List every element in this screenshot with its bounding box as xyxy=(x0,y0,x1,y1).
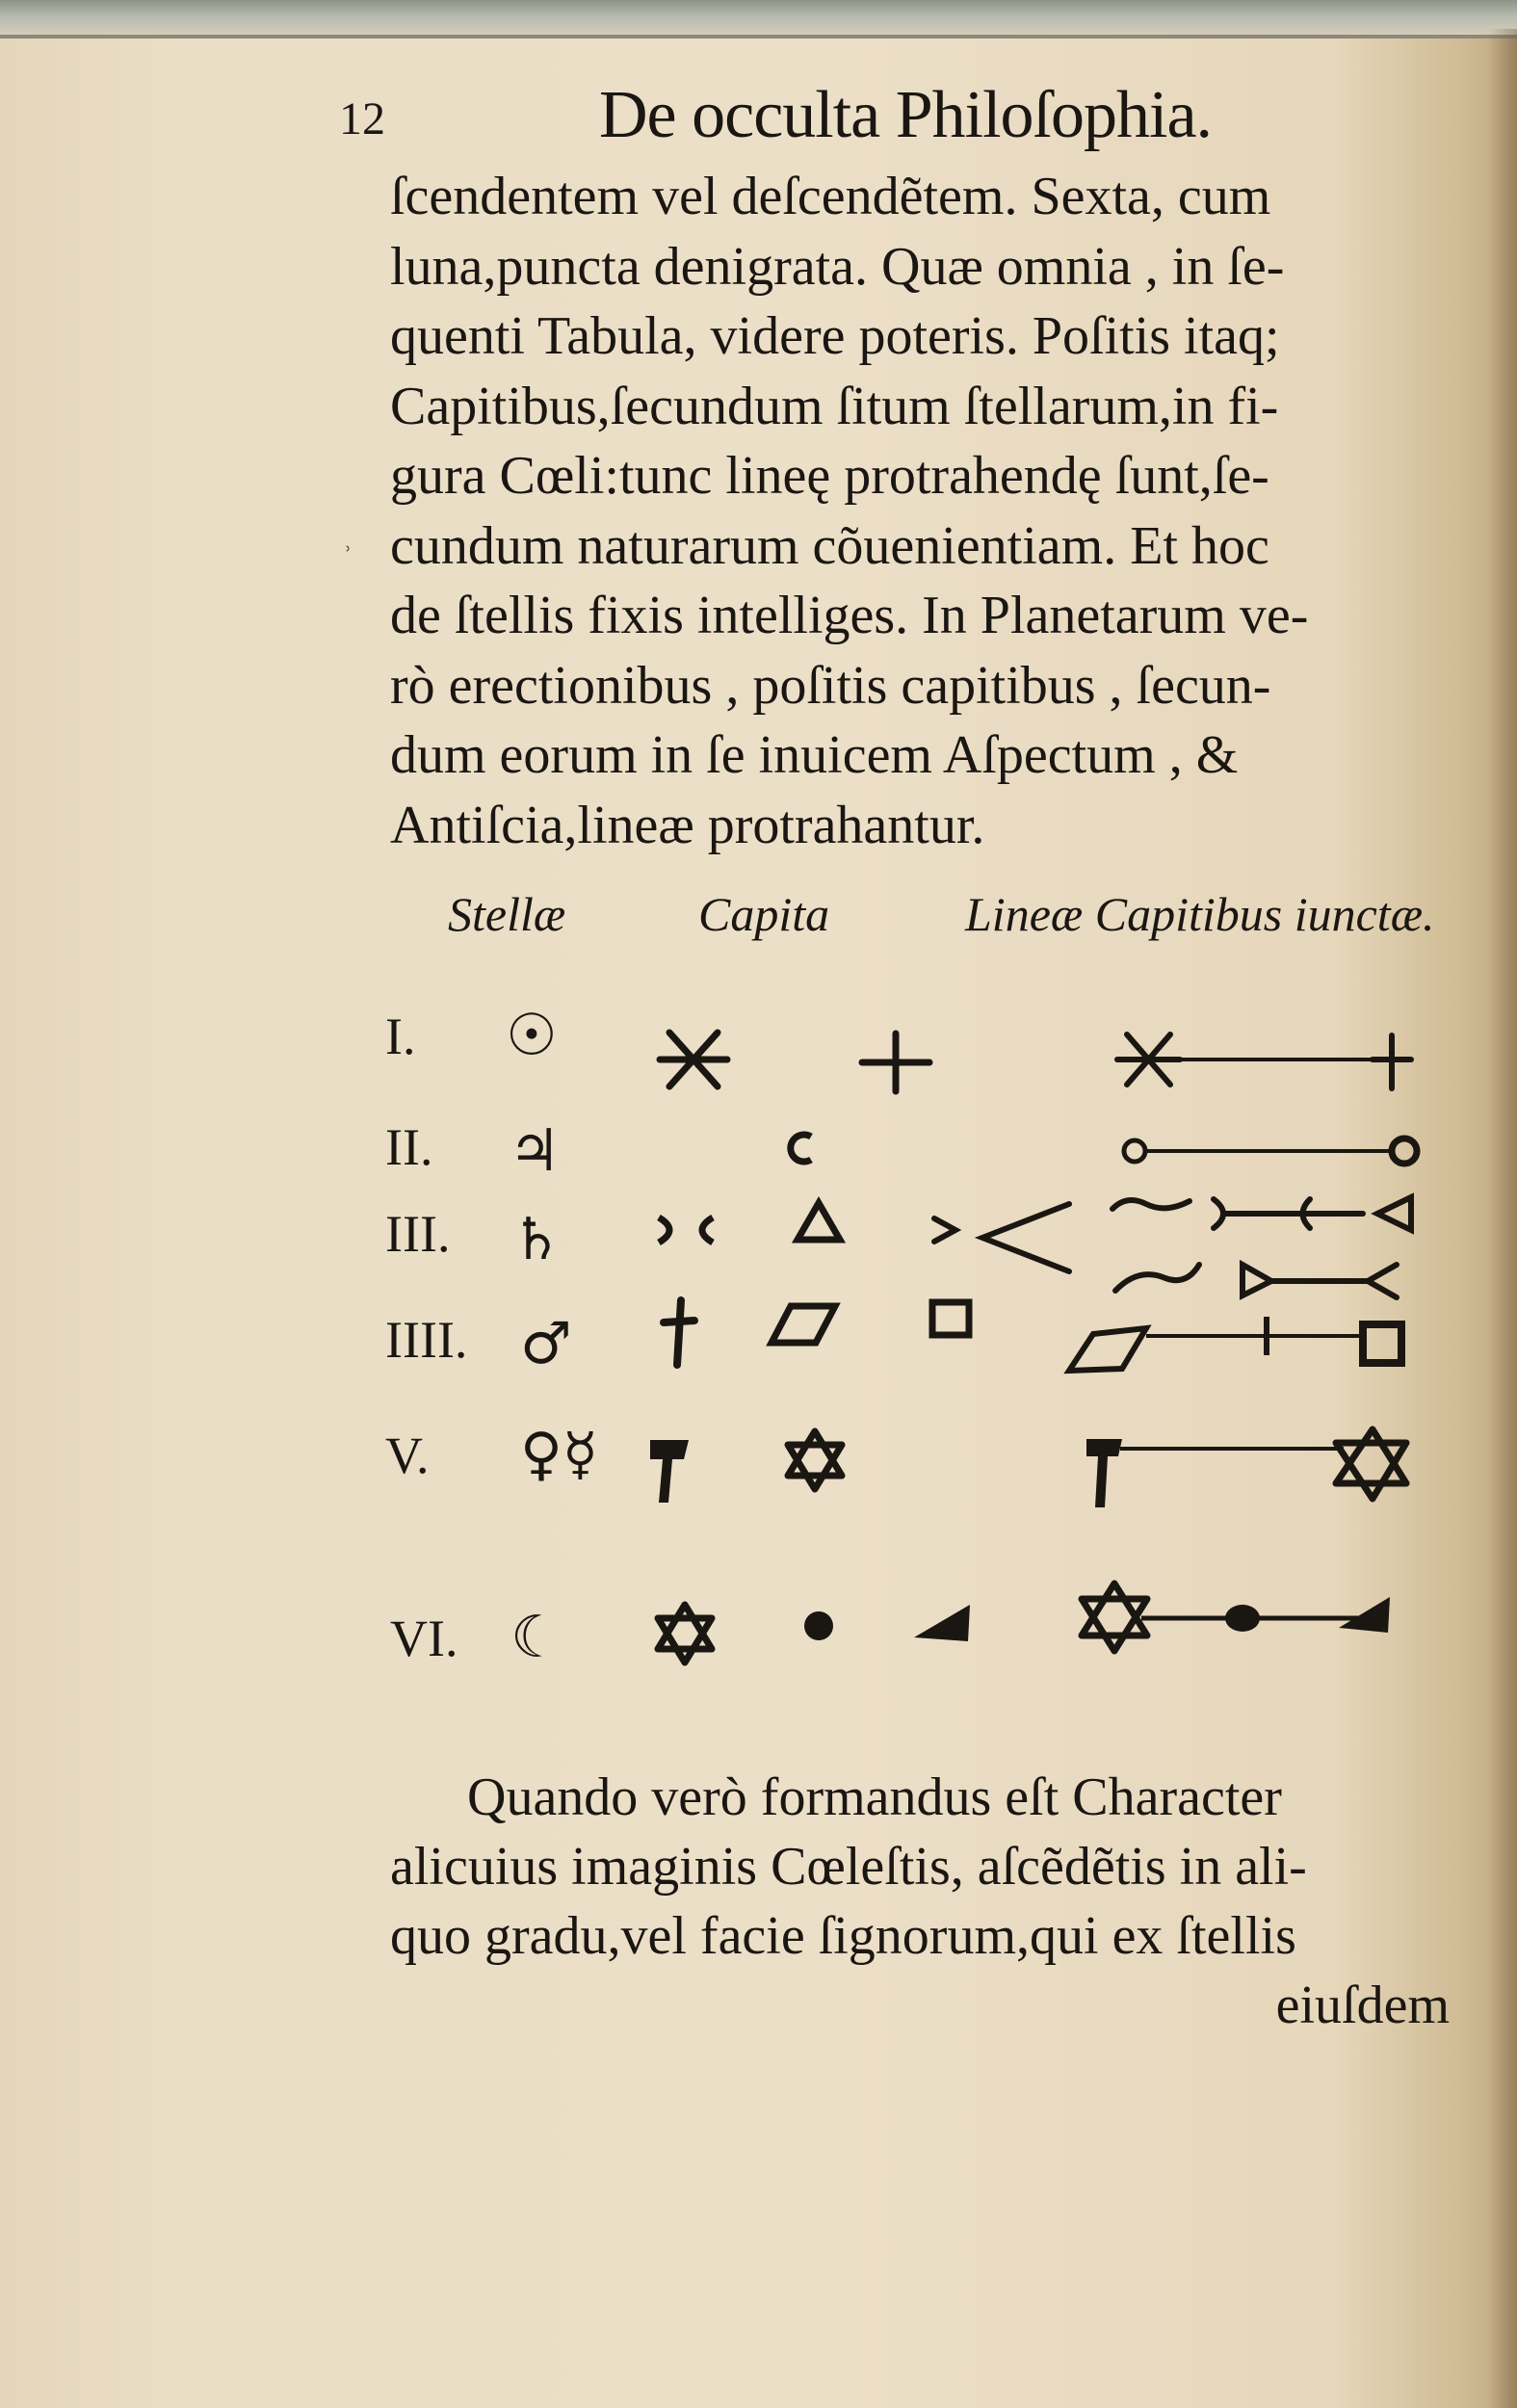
body-line: Quando verò formandus eſt Character xyxy=(467,1767,1282,1827)
mars-icon: ♂ xyxy=(520,1310,572,1377)
closing-paragraph xyxy=(390,1763,1450,2040)
asterisk-character-icon xyxy=(650,1021,737,1098)
hexagram-character-icon xyxy=(780,1426,850,1495)
body-line: luna,puncta denigrata. Quæ omnia , in ſe- xyxy=(390,236,1285,297)
row-number: I. xyxy=(385,1008,416,1065)
wedge-character-icon xyxy=(910,1599,978,1647)
dagger-character-icon xyxy=(660,1296,698,1373)
cross-character-icon xyxy=(857,1029,934,1096)
joined-circles-icon xyxy=(1117,1129,1425,1173)
venus-mercury-icon: ♀☿ xyxy=(520,1421,598,1488)
triangle-character-icon xyxy=(792,1197,846,1245)
flag-character-icon xyxy=(645,1430,693,1507)
body-line: dum eorum in ſe inuicem Aſpectum , & xyxy=(390,725,1239,785)
joined-hexagram-dot-wedge-icon xyxy=(1074,1580,1401,1657)
joined-asterisk-cross-icon xyxy=(1112,1021,1421,1098)
column-header-lineae: Lineæ Capitibus iunctæ. xyxy=(965,887,1435,941)
rhombus-character-icon xyxy=(766,1300,843,1348)
body-line: Capitibus,ſecundum ſitum ſtellarum,in fi- xyxy=(390,376,1279,436)
catchword: eiuſdem xyxy=(1275,1976,1450,2035)
body-line: quenti Tabula, videre poteris. Poſitis itaq; xyxy=(390,306,1280,366)
row-number: V. xyxy=(385,1426,430,1484)
joined-aspect-lines-icon xyxy=(925,1190,1425,1305)
running-title: De occulta Philoſophia. xyxy=(599,78,1213,152)
row-number: VI. xyxy=(390,1610,458,1667)
body-line: gura Cœli:tunc lineę protrahendę ſunt,ſe- xyxy=(390,446,1269,506)
sun-icon: ☉ xyxy=(506,1002,558,1069)
joined-flag-hexagram-icon xyxy=(1084,1426,1416,1512)
jupiter-icon: ♃ xyxy=(509,1117,561,1185)
row-number: IIII. xyxy=(385,1311,468,1369)
body-line: cundum naturarum cõuenientiam. Et hoc xyxy=(390,515,1269,576)
double-crescent-character-icon xyxy=(653,1206,720,1254)
page-number: 12 xyxy=(339,93,385,144)
open-circle-character-icon xyxy=(780,1127,819,1169)
moon-icon: ☾ xyxy=(510,1604,562,1671)
body-line: de ſtellis fixis intelliges. In Planetarum ve- xyxy=(390,586,1309,645)
body-line: ſcendentem vel deſcendẽtem. Sexta, cum xyxy=(390,167,1271,226)
dot-character-icon xyxy=(799,1607,838,1645)
column-header-capita: Capita xyxy=(698,887,830,941)
joined-rhombus-square-icon xyxy=(1064,1315,1411,1382)
body-line: quo gradu,vel facie ſignorum,qui ex ſtellis xyxy=(390,1906,1296,1966)
saturn-icon: ♄ xyxy=(510,1206,562,1273)
margin-mark: ˒ xyxy=(343,528,353,560)
hexagram-character-icon xyxy=(650,1599,719,1668)
row-number: III. xyxy=(385,1205,451,1263)
column-header-stellae: Stellæ xyxy=(448,887,566,941)
body-line: rò erectionibus , poſitis capitibus , ſecun- xyxy=(390,655,1271,716)
body-line: alicuius imaginis Cœleſtis, aſcẽdẽtis in ali- xyxy=(390,1837,1307,1897)
square-character-icon xyxy=(927,1296,975,1341)
body-line: Antiſcia,lineæ protrahantur. xyxy=(390,795,985,855)
row-number: II. xyxy=(385,1118,433,1176)
